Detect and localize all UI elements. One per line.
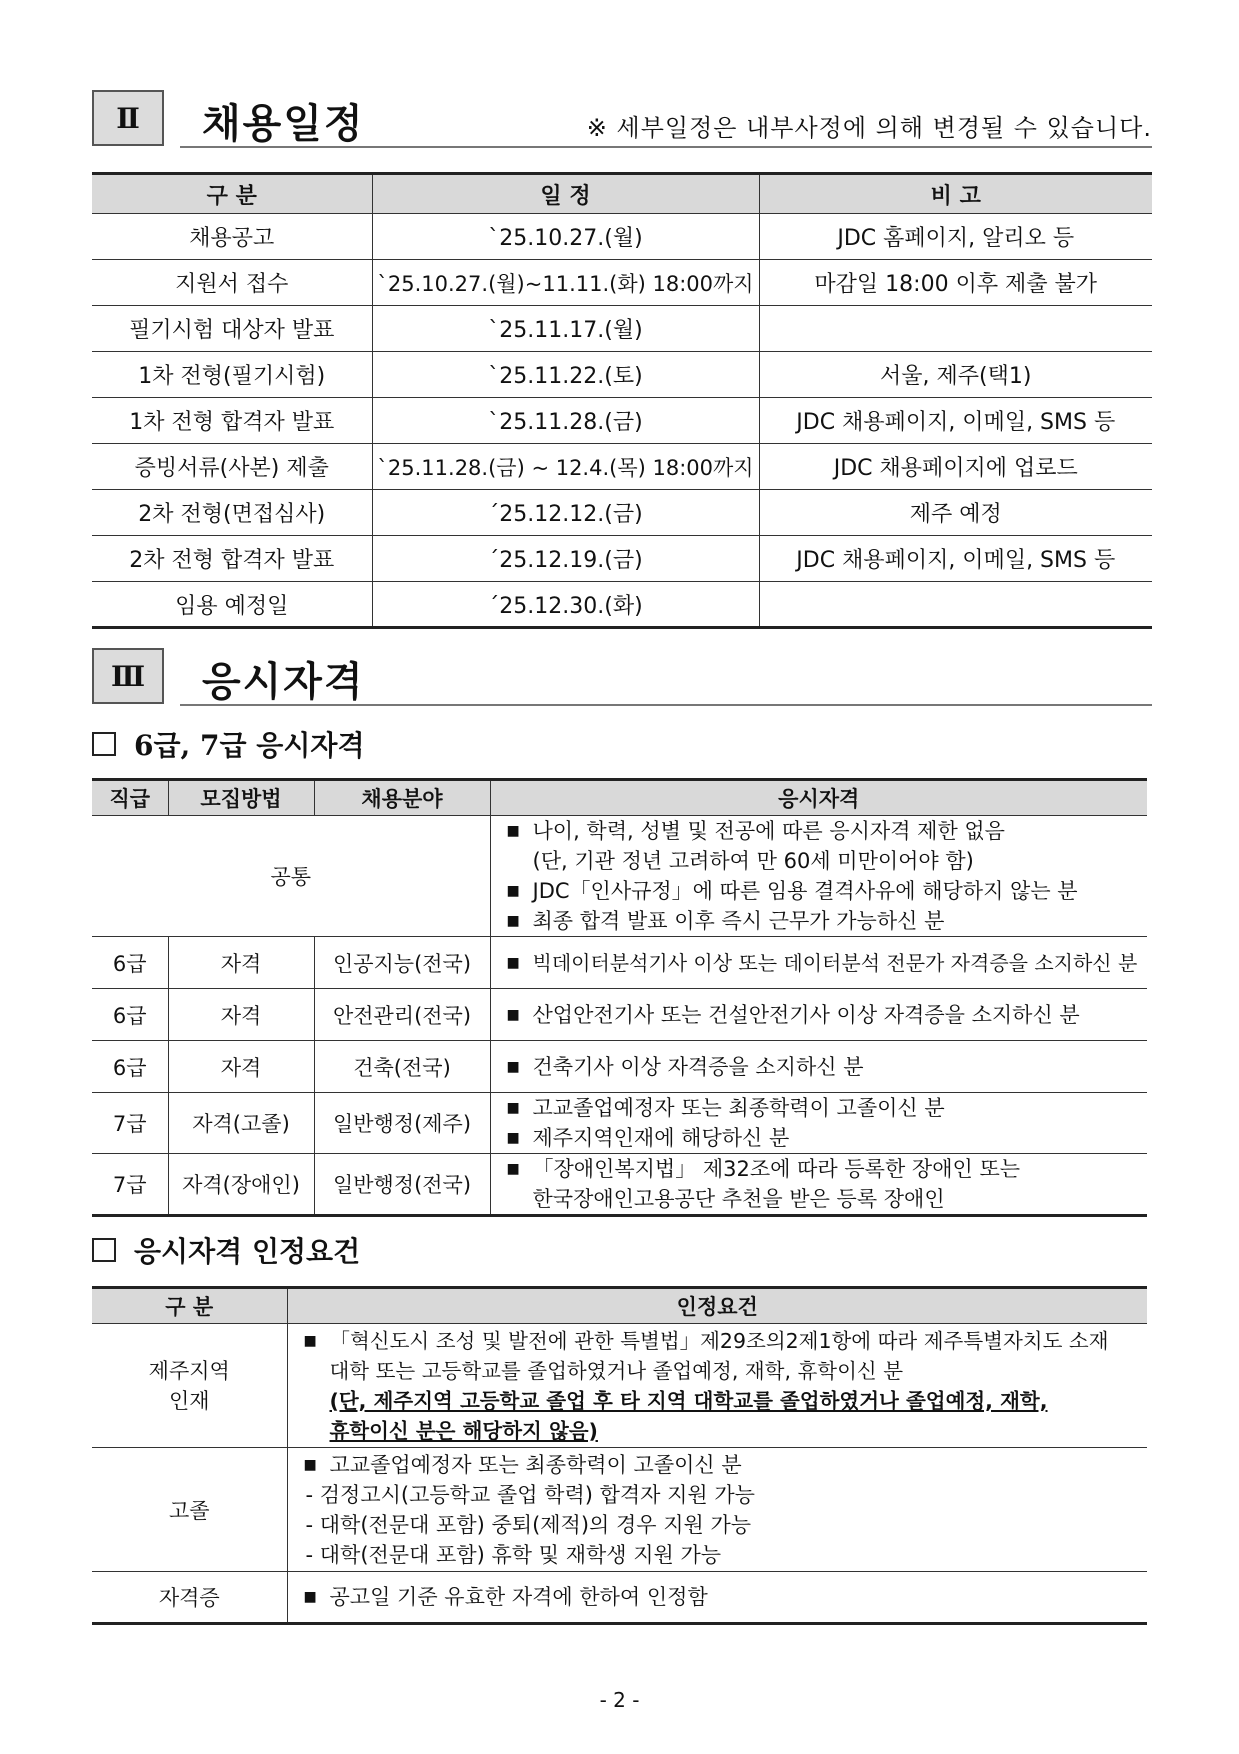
table-row	[92, 398, 1152, 444]
table-row	[92, 937, 1147, 989]
schedule-note: 서울, 제주(택1)	[759, 352, 1152, 398]
method-cell: 자격	[168, 989, 314, 1041]
recognition-header-requirement: 인정요건	[287, 1288, 1147, 1324]
section-3-divider	[180, 704, 1152, 706]
table-row	[92, 260, 1152, 306]
list-item: ■ 빅데이터분석기사 이상 또는 데이터분석 전문가 자격증을 소지하신 분	[505, 948, 1148, 978]
schedule-item: 2차 전형(면접심사)	[92, 490, 372, 536]
license-requirement	[287, 1572, 1147, 1624]
table-row	[92, 1093, 1147, 1154]
schedule-item: 임용 예정일	[92, 582, 372, 628]
list-item: ■ JDC「인사규정」에 따른 임용 결격사유에 해당하지 않는 분	[505, 876, 1148, 906]
section-2-divider	[180, 146, 1152, 148]
schedule-item: 2차 전형 합격자 발표	[92, 536, 372, 582]
schedule-item: 필기시험 대상자 발표	[92, 306, 372, 352]
list-item: ■ 「장애인복지법」 제32조에 따라 등록한 장애인 또는	[505, 1154, 1148, 1184]
table-row	[92, 1324, 1147, 1448]
grade-cell: 6급	[92, 989, 168, 1041]
schedule-header-item: 구 분	[92, 174, 372, 214]
method-cell: 자격	[168, 1041, 314, 1093]
schedule-date: `25.11.28.(금) ~ 12.4.(목) 18:00까지	[372, 444, 759, 490]
list-item-dash: - 대학(전문대 포함) 중퇴(제적)의 경우 지원 가능	[305, 1512, 752, 1537]
grade-cell: 7급	[92, 1093, 168, 1154]
schedule-date: ´25.12.19.(금)	[372, 536, 759, 582]
schedule-change-note: ※ 세부일정은 내부사정에 의해 변경될 수 있습니다.	[586, 114, 1152, 142]
qualifications-subtitle-text: 6급, 7급 응시자격	[134, 729, 365, 762]
table-row	[92, 1572, 1147, 1624]
qual-header-field: 채용분야	[314, 780, 490, 816]
section-2-title: 채용일정	[202, 101, 365, 147]
field-cell: 안전관리(전국)	[314, 989, 490, 1041]
list-item: ■ 나이, 학력, 성별 및 전공에 따른 응시자격 제한 없음	[505, 816, 1148, 846]
field-cell: 일반행정(제주)	[314, 1093, 490, 1154]
schedule-date: `25.11.17.(월)	[372, 306, 759, 352]
jeju-talent-requirements	[287, 1324, 1147, 1448]
method-cell: 자격	[168, 937, 314, 989]
exclusion-note: (단, 제주지역 고등학교 졸업 후 타 지역 대학교를 졸업하였거나 졸업예정, 재학,	[329, 1388, 1048, 1413]
recognition-subtitle	[92, 1230, 360, 1270]
jeju-label-line: 제주지역	[148, 1358, 230, 1383]
schedule-date: ´25.12.12.(금)	[372, 490, 759, 536]
method-cell: 자격(고졸)	[168, 1093, 314, 1154]
schedule-item: 1차 전형(필기시험)	[92, 352, 372, 398]
jeju-talent-label	[92, 1324, 287, 1448]
schedule-note: JDC 채용페이지, 이메일, SMS 등	[759, 536, 1152, 582]
schedule-note: 마감일 18:00 이후 제출 불가	[759, 260, 1152, 306]
schedule-note	[759, 306, 1152, 352]
requirement-cell	[490, 1154, 1147, 1216]
qual-header-requirement: 응시자격	[490, 780, 1147, 816]
list-item-note: (단, 기관 정년 고려하여 만 60세 미만이어야 함)	[532, 849, 974, 873]
schedule-header-note: 비 고	[759, 174, 1152, 214]
list-item-continued: 대학 또는 고등학교를 졸업하였거나 졸업예정, 재학, 휴학이신 분	[329, 1358, 904, 1383]
requirement-cell	[490, 989, 1147, 1041]
recognition-subtitle-text: 응시자격 인정요건	[134, 1235, 361, 1268]
list-item: ■ 최종 합격 발표 이후 즉시 근무가 가능하신 분	[505, 906, 1148, 936]
checkbox-square-icon	[92, 732, 116, 756]
schedule-date: `25.10.27.(월)	[372, 214, 759, 260]
list-item: ■ 「혁신도시 조성 및 발전에 관한 특별법」제29조의2제1항에 따라 제주특별자치도 소재	[302, 1326, 1148, 1356]
list-item: ■ 산업안전기사 또는 건설안전기사 이상 자격증을 소지하신 분	[505, 1000, 1148, 1030]
schedule-note: JDC 홈페이지, 알리오 등	[759, 214, 1152, 260]
grade-cell: 7급	[92, 1154, 168, 1216]
list-item: ■ 고교졸업예정자 또는 최종학력이 고졸이신 분	[302, 1450, 1148, 1480]
qual-header-grade: 직급	[92, 780, 168, 816]
requirement-cell	[490, 1041, 1147, 1093]
page-number: - 2 -	[599, 1688, 640, 1712]
list-item: ■ 고교졸업예정자 또는 최종학력이 고졸이신 분	[505, 1093, 1148, 1123]
checkbox-square-icon	[92, 1238, 116, 1262]
schedule-date: `25.10.27.(월)~11.11.(화) 18:00까지	[372, 260, 759, 306]
method-cell: 자격(장애인)	[168, 1154, 314, 1216]
qualifications-header-row	[92, 780, 1147, 816]
highschool-label: 고졸	[92, 1448, 287, 1572]
requirement-cell	[490, 1093, 1147, 1154]
section-2-header	[92, 90, 1152, 152]
grade-cell: 6급	[92, 937, 168, 989]
recognition-header-row	[92, 1288, 1147, 1324]
grade-cell: 6급	[92, 1041, 168, 1093]
table-row	[92, 989, 1147, 1041]
table-row	[92, 306, 1152, 352]
list-item-dash: - 대학(전문대 포함) 휴학 및 재학생 지원 가능	[305, 1542, 722, 1567]
schedule-header-date: 일 정	[372, 174, 759, 214]
schedule-header-row	[92, 174, 1152, 214]
table-row	[92, 444, 1152, 490]
common-requirements	[490, 816, 1147, 937]
schedule-note: 제주 예정	[759, 490, 1152, 536]
schedule-date: ´25.12.30.(화)	[372, 582, 759, 628]
common-label: 공통	[92, 816, 490, 937]
section-2-numeral: Ⅱ	[92, 90, 164, 146]
schedule-item: 채용공고	[92, 214, 372, 260]
recognition-header-category: 구 분	[92, 1288, 287, 1324]
table-row	[92, 214, 1152, 260]
section-3-header	[92, 648, 1152, 710]
jeju-label-line: 인재	[168, 1388, 210, 1413]
requirement-cell	[490, 937, 1147, 989]
table-row	[92, 490, 1152, 536]
schedule-date: `25.11.22.(토)	[372, 352, 759, 398]
schedule-note	[759, 582, 1152, 628]
list-item: ■ 제주지역인재에 해당하신 분	[505, 1123, 1148, 1153]
schedule-note: JDC 채용페이지, 이메일, SMS 등	[759, 398, 1152, 444]
schedule-date: `25.11.28.(금)	[372, 398, 759, 444]
table-row	[92, 816, 1147, 937]
list-item-continued: 한국장애인고용공단 추천을 받은 등록 장애인	[532, 1187, 945, 1211]
field-cell: 일반행정(전국)	[314, 1154, 490, 1216]
table-row	[92, 1154, 1147, 1216]
qual-header-method: 모집방법	[168, 780, 314, 816]
table-row	[92, 536, 1152, 582]
schedule-table	[92, 172, 1152, 629]
table-row	[92, 1448, 1147, 1572]
schedule-note: JDC 채용페이지에 업로드	[759, 444, 1152, 490]
field-cell: 인공지능(전국)	[314, 937, 490, 989]
section-3-numeral: Ⅲ	[92, 648, 164, 704]
highschool-requirements	[287, 1448, 1147, 1572]
table-row	[92, 352, 1152, 398]
schedule-item: 1차 전형 합격자 발표	[92, 398, 372, 444]
field-cell: 건축(전국)	[314, 1041, 490, 1093]
schedule-item: 지원서 접수	[92, 260, 372, 306]
list-item-dash: - 검정고시(고등학교 졸업 학력) 합격자 지원 가능	[305, 1482, 755, 1507]
section-3-title: 응시자격	[202, 659, 365, 705]
table-row	[92, 582, 1152, 628]
recognition-table	[92, 1286, 1147, 1625]
qualifications-subtitle	[92, 724, 365, 764]
table-row	[92, 1041, 1147, 1093]
exclusion-note: 휴학이신 분은 해당하지 않음)	[329, 1418, 598, 1443]
list-item: ■ 공고일 기준 유효한 자격에 한하여 인정함	[302, 1582, 1148, 1612]
list-item: ■ 건축기사 이상 자격증을 소지하신 분	[505, 1052, 1148, 1082]
schedule-item: 증빙서류(사본) 제출	[92, 444, 372, 490]
qualifications-table	[92, 778, 1147, 1217]
license-label: 자격증	[92, 1572, 287, 1624]
